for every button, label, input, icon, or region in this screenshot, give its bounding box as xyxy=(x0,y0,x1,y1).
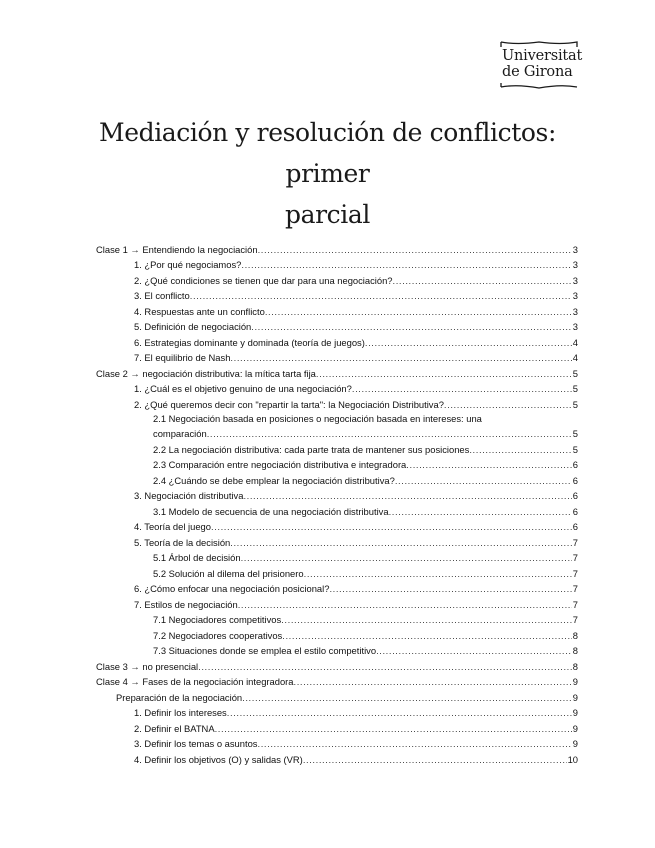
toc-entry[interactable]: Preparación de la negociación ..... 9 xyxy=(96,688,578,704)
toc-entry[interactable]: 7.2 Negociadores cooperativos ..... 8 xyxy=(96,626,578,642)
toc-entry[interactable]: 6. Estrategias dominante y dominada (teoría de juegos) ..... 4 xyxy=(96,333,578,349)
toc-entry[interactable]: Clase 4 → Fases de la negociación integradora ..... 9 xyxy=(96,673,578,689)
toc-entry[interactable]: Clase 2 → negociación distributiva: la mítica tarta fija ..... 5 xyxy=(96,364,578,380)
university-logo xyxy=(497,40,581,92)
toc-entry[interactable]: 5.2 Solución al dilema del prisionero ..... 7 xyxy=(96,564,578,580)
toc-entry[interactable]: Clase 3 → no presencial ..... 8 xyxy=(96,657,578,673)
title-line-2: parcial xyxy=(285,200,370,229)
toc-entry[interactable]: 2. Definir el BATNA ..... 9 xyxy=(96,719,578,735)
toc-entry[interactable]: 3. Negociación distributiva ..... 6 xyxy=(96,487,578,503)
table-of-contents xyxy=(96,240,578,766)
toc-entry[interactable]: 3. El conflicto ..... 3 xyxy=(96,287,578,303)
toc-entry-continued[interactable]: comparación ..... 5 xyxy=(96,425,578,441)
logo-line-1: Universitat xyxy=(502,48,583,64)
toc-entry[interactable]: 2.3 Comparación entre negociación distributiva e integradora ..... 6 xyxy=(96,456,578,472)
toc-entry[interactable]: 2.1 Negociación basada en posiciones o negociación basada en intereses: una xyxy=(153,412,482,424)
toc-entry[interactable]: 7. Estilos de negociación ..... 7 xyxy=(96,595,578,611)
toc-entry[interactable]: 3. Definir los temas o asuntos ..... 9 xyxy=(96,735,578,751)
logo-line-2: de Girona xyxy=(502,64,573,80)
toc-entry[interactable]: 1. Definir los intereses ..... 9 xyxy=(96,704,578,720)
toc-entry[interactable]: 7.3 Situaciones donde se emplea el estilo competitivo ..... 8 xyxy=(96,642,578,658)
toc-entry[interactable]: 2.4 ¿Cuándo se debe emplear la negociación distributiva? ..... 6 xyxy=(96,471,578,487)
toc-entry[interactable]: 2. ¿Qué condiciones se tienen que dar para una negociación? ..... 3 xyxy=(96,271,578,287)
toc-entry[interactable]: 3.1 Modelo de secuencia de una negociación distributiva ..... 6 xyxy=(96,502,578,518)
toc-entry[interactable]: 6. ¿Cómo enfocar una negociación posicional? ..... 7 xyxy=(96,580,578,596)
toc-entry[interactable]: 7.1 Negociadores competitivos ..... 7 xyxy=(96,611,578,627)
toc-entry[interactable]: 7. El equilibrio de Nash ..... 4 xyxy=(96,349,578,365)
toc-entry[interactable]: 5.1 Árbol de decisión ..... 7 xyxy=(96,549,578,565)
toc-entry[interactable]: 4. Respuestas ante un conflicto ..... 3 xyxy=(96,302,578,318)
title-line-1: Mediación y resolución de conflictos: primer xyxy=(99,118,556,188)
toc-entry[interactable]: 5. Teoría de la decisión ..... 7 xyxy=(96,533,578,549)
toc-entry[interactable]: 2. ¿Qué queremos decir con "repartir la tarta": la Negociación Distributiva? ..... 5 xyxy=(96,395,578,411)
toc-entry[interactable]: 4. Teoría del juego ..... 6 xyxy=(96,518,578,534)
toc-entry[interactable]: Clase 1 → Entendiendo la negociación ..... 3 xyxy=(96,240,578,256)
toc-entry[interactable]: 1. ¿Cuál es el objetivo genuino de una negociación? ..... 5 xyxy=(96,380,578,396)
toc-entry[interactable]: 5. Definición de negociación ..... 3 xyxy=(96,318,578,334)
document-title xyxy=(60,112,595,235)
toc-entry[interactable]: 2.2 La negociación distributiva: cada parte trata de mantener sus posiciones ..... 5 xyxy=(96,440,578,456)
toc-entry[interactable]: 1. ¿Por qué negociamos? ..... 3 xyxy=(96,256,578,272)
toc-entry[interactable]: 4. Definir los objetivos (O) y salidas (VR) ..... 10 xyxy=(96,750,578,766)
